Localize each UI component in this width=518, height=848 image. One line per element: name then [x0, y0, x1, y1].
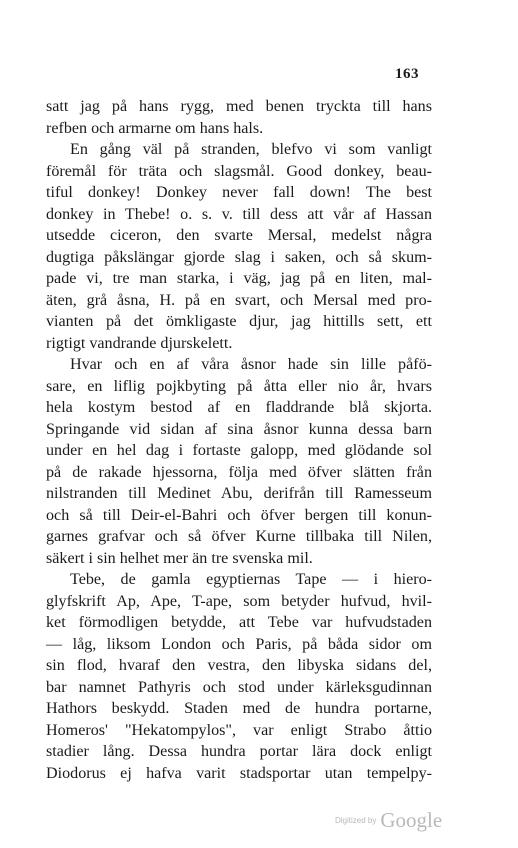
text-line: glyfskrift Ap, Ape, T-ape, som betyder hufvud, hvil- — [46, 592, 432, 610]
text-line: Hvar och en af våra åsnor hade sin lille påfö- — [70, 356, 432, 373]
text-line: äten, grå åsna, H. på en svart, och Mersal med pro- — [46, 291, 432, 309]
text-line: vianten på det ömkligaste djur, jag hittills sett, ett — [46, 313, 432, 330]
text-line: hela kostym bestod af en fladdrande blå skjorta. — [46, 399, 432, 416]
text-line: sare, en liflig pojkbyting på åtta eller nio år, hvars — [46, 377, 432, 395]
text-line: pade vi, tre man starka, i väg, jag på en liten, mal- — [46, 270, 432, 287]
watermark-prefix: Digitized by — [335, 816, 377, 825]
text-line: satt jag på hans rygg, med benen tryckta till hans — [46, 98, 432, 115]
text-line: — låg, liksom London och Paris, på båda sidor om — [46, 635, 432, 653]
text-line: bar namnet Pathyris och stod under kärleksgudinnan — [46, 678, 432, 696]
text-line: donkey in Thebe! o. s. v. till dess att vår af Hassan — [46, 205, 432, 223]
text-line: tiful donkey! Donkey never fall down! The best — [46, 184, 432, 201]
text-line: garnes grafvar och så öfver Kurne tillbaka till Nilen, — [46, 528, 432, 545]
body-text — [46, 96, 432, 784]
page-number: 163 — [395, 66, 419, 82]
text-line: rigtigt vandrande djurskelett. — [46, 334, 233, 352]
text-line: sin flod, hvaraf den vestra, den libyska sidans del, — [46, 657, 432, 674]
text-line: Springande vid sidan af sina åsnor kunna dessa barn — [46, 420, 432, 438]
text-line: refben och armarne om hans hals. — [46, 119, 264, 137]
text-line: Diodorus ej hafva varit stadsportar utan tempelpy- — [46, 764, 432, 782]
text-line: dugtiga påkslängar gjorde slag i saken, och så skum- — [46, 248, 432, 266]
text-line: på de rakade hjessorna, följa med öfver slätten från — [46, 463, 432, 481]
text-line: Hathors beskydd. Staden med de hundra portarne, — [46, 700, 432, 717]
text-line: En gång väl på stranden, blefvo vi som vanligt — [70, 141, 432, 158]
text-line: nilstranden till Medinet Abu, derifrån till Ramesseum — [46, 485, 432, 502]
text-line: Homeros' "Hekatompylos", var enligt Strabo åttio — [46, 721, 432, 739]
text-line: föremål för träta och slagsmål. Good donkey, beau- — [46, 162, 432, 180]
text-line: och så till Deir-el-Bahri och öfver bergen till konun- — [46, 506, 432, 524]
text-line: säkert i sin helhet mer än tre svenska mil. — [46, 549, 313, 567]
text-line: ket förmodligen betydde, att Tebe var hufvudstaden — [46, 614, 432, 631]
text-line: stadier lång. Dessa hundra portar lära dock enligt — [46, 743, 432, 760]
digitized-watermark — [335, 808, 442, 833]
text-line: utsedde ciceron, den svarte Mersal, medelst några — [46, 227, 432, 244]
google-logo: Google — [380, 808, 443, 832]
text-line: Tebe, de gamla egyptiernas Tape — i hiero- — [70, 571, 432, 588]
text-line: under en hel dag i fortaste galopp, med glödande sol — [46, 442, 432, 459]
